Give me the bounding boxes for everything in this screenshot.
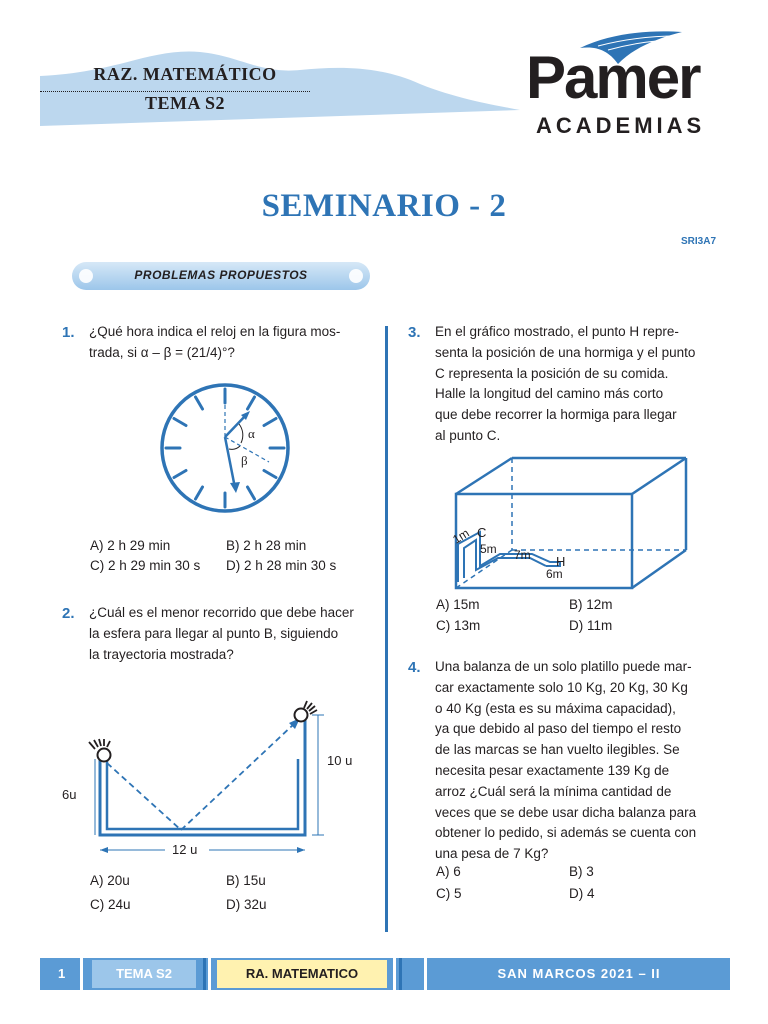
- question-3-line: al punto C.: [435, 427, 501, 443]
- q2-option-a[interactable]: A) 20u: [90, 873, 130, 888]
- footer-subject: RA. MATEMATICO: [245, 966, 359, 981]
- question-4-line: o 40 Kg (esta es su máxima capacidad),: [435, 700, 676, 716]
- question-3-line: senta la posición de una hormiga y el punto: [435, 344, 696, 360]
- q3-option-d[interactable]: D) 11m: [569, 618, 613, 633]
- label-5m: 5m: [480, 542, 497, 556]
- question-2-line: la trayectoria mostrada?: [89, 646, 234, 662]
- question-2-line: la esfera para llegar al punto B, siguiendo: [89, 625, 339, 641]
- question-1-line: trada, si α – β = (21/4)°?: [89, 344, 235, 360]
- header-divider: [40, 91, 310, 92]
- label-6m: 6m: [546, 567, 563, 581]
- question-4-line: arroz ¿Cuál será la mínima cantidad de: [435, 783, 672, 799]
- question-3-number: 3.: [408, 324, 421, 341]
- footer-separator: [203, 958, 206, 990]
- point-h-label: H: [556, 554, 566, 569]
- header-wave-shape: [0, 40, 540, 135]
- logo-name: Pamer: [526, 44, 700, 111]
- question-3-line: C representa la posición de su comida.: [435, 365, 669, 381]
- footer-course: SAN MARCOS 2021 – II: [497, 966, 661, 981]
- section-label: PROBLEMAS PROPUESTOS: [134, 268, 308, 282]
- footer-separator: [208, 958, 211, 990]
- question-3-line: Halle la longitud del camino más corto: [435, 386, 664, 402]
- label-1m: 1m: [450, 525, 472, 547]
- question-4-text: [435, 657, 703, 865]
- footer-separator: [399, 958, 402, 990]
- height-6u-label: 6u: [62, 787, 77, 802]
- question-4-line: obtener lo pedido, si además se cuenta con: [435, 825, 697, 841]
- trajectory-figure: [55, 695, 365, 855]
- q3-option-a[interactable]: A) 15m: [436, 597, 480, 612]
- label-7m: 7m: [514, 548, 531, 562]
- question-4-line: necesita pesar exactamente 139 Kg de: [435, 762, 670, 778]
- q4-option-c[interactable]: C) 5: [436, 886, 462, 901]
- q1-option-d[interactable]: D) 2 h 28 min 30 s: [226, 558, 337, 573]
- question-3-line: En el gráfico mostrado, el punto H repre-: [435, 324, 679, 339]
- logo-subtitle: ACADEMIAS: [536, 113, 706, 138]
- q1-option-a[interactable]: A) 2 h 29 min: [90, 538, 171, 553]
- beta-label: β: [241, 453, 248, 468]
- question-1-number: 1.: [62, 324, 75, 341]
- question-1-line: ¿Qué hora indica el reloj en la figura mos-: [89, 324, 341, 339]
- question-4-line: Una balanza de un solo platillo puede mar-: [435, 659, 692, 674]
- q2-option-b[interactable]: B) 15u: [226, 873, 266, 888]
- footer-separator: [424, 958, 427, 990]
- q2-option-c[interactable]: C) 24u: [90, 897, 131, 912]
- point-c-label: C: [477, 525, 487, 540]
- question-4-line: de las marcas se han vuelto ilegibles. Se: [435, 742, 680, 758]
- width-12u-label: 12 u: [172, 842, 198, 855]
- page-title: SEMINARIO - 2: [261, 188, 507, 224]
- q1-option-b[interactable]: B) 2 h 28 min: [226, 538, 307, 553]
- clock-figure: [155, 380, 295, 516]
- question-4-line: car exactamente solo 10 Kg, 20 Kg, 30 Kg: [435, 679, 688, 695]
- question-4-number: 4.: [408, 659, 421, 676]
- question-2-line: ¿Cuál es el menor recorrido que debe hacer: [89, 605, 354, 620]
- header-topic: TEMA S2: [144, 93, 226, 113]
- header-subject: RAZ. MATEMÁTICO: [93, 64, 277, 84]
- box-figure: [450, 452, 692, 594]
- question-2-text: [89, 603, 357, 665]
- q4-option-d[interactable]: D) 4: [569, 886, 595, 901]
- q2-option-d[interactable]: D) 32u: [226, 897, 267, 912]
- footer-topic: TEMA S2: [116, 966, 172, 981]
- question-1-text: [89, 322, 357, 364]
- question-2-number: 2.: [62, 605, 75, 622]
- footer-page-number: 1: [58, 966, 66, 981]
- question-4-line: veces que se debe usar dicha balanza para: [435, 804, 697, 820]
- footer-separator: [393, 958, 396, 990]
- question-3-text: [435, 322, 703, 447]
- column-divider: [385, 326, 388, 932]
- alpha-label: α: [248, 426, 255, 441]
- q3-option-c[interactable]: C) 13m: [436, 618, 481, 633]
- question-4-line: una pesa de 7 Kg?: [435, 846, 549, 862]
- question-4-line: ya que debido al paso del tiempo el resto: [435, 721, 682, 737]
- q4-option-b[interactable]: B) 3: [569, 864, 594, 879]
- height-10u-label: 10 u: [327, 753, 353, 768]
- q3-option-b[interactable]: B) 12m: [569, 597, 613, 612]
- q4-option-a[interactable]: A) 6: [436, 864, 461, 879]
- question-3-line: que debe recorrer la hormiga para llegar: [435, 407, 677, 423]
- document-code: SRI3A7: [680, 236, 716, 247]
- hand-icon: [89, 739, 110, 749]
- q1-option-c[interactable]: C) 2 h 29 min 30 s: [90, 558, 201, 573]
- footer-separator: [80, 958, 83, 990]
